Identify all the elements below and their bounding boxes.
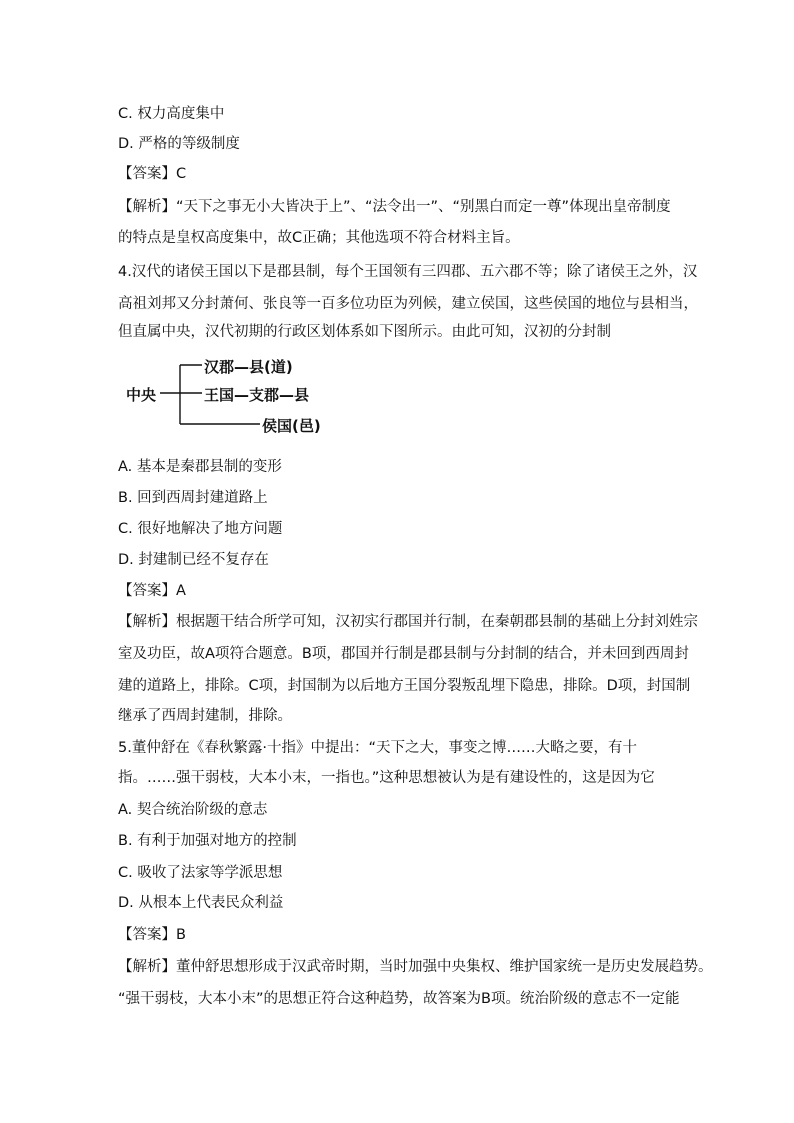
q4-stem-line-2: 高祖刘邦又分封萧何、张良等一百多位功臣为列候，建立侯国，这些侯国的地位与县相当， (118, 296, 698, 312)
q3-analysis-line-2: 的特点是皇权高度集中，故C正确；其他选项不符合材料主旨。 (118, 230, 520, 246)
q3-option-c: C. 权力高度集中 (118, 106, 225, 122)
q5-answer: 【答案】B (118, 927, 186, 943)
q5-analysis-line-2: “强干弱枝，大本小末”的思想正符合这种趋势，故答案为B项。统治阶级的意志不一定能 (118, 991, 680, 1007)
q3-analysis-line-1: 【解析】“天下之事无小大皆决于上”、“法令出一”、“别黑白而定一尊”体现出皇帝制度 (118, 199, 671, 215)
diagram-branch-kingdom: 王国—支郡—县 (204, 386, 310, 404)
q4-option-b: B. 回到西周封建道路上 (118, 490, 268, 506)
administrative-hierarchy-diagram (122, 352, 352, 434)
q4-analysis-line-3: 建的道路上，排除。C项，封国制为以后地方王国分裂叛乱埋下隐患，排除。D项，封国制 (118, 678, 691, 694)
diagram-root-central: 中央 (126, 386, 157, 404)
q4-stem-line-3: 但直属中央，汉代初期的行政区划体系如下图所示。由此可知，汉初的分封制 (118, 324, 611, 340)
q4-option-a: A. 基本是秦郡县制的变形 (118, 459, 282, 475)
q5-option-c: C. 吸收了法家等学派思想 (118, 865, 283, 881)
q5-stem-line-2: 指。……强干弱枝，大本小末，一指也。”这种思想被认为是有建设性的，这是因为它 (118, 770, 655, 786)
diagram-branch-marquisate: 侯国(邑) (262, 417, 321, 435)
q5-option-d: D. 从根本上代表民众利益 (118, 895, 284, 911)
q3-option-d: D. 严格的等级制度 (118, 136, 240, 152)
q4-analysis-line-4: 继承了西周封建制，排除。 (118, 708, 292, 724)
q4-option-d: D. 封建制已经不复存在 (118, 552, 269, 568)
diagram-branch-han-commandery: 汉郡—县(道) (204, 358, 293, 376)
q4-answer: 【答案】A (118, 583, 186, 599)
q5-analysis-line-1: 【解析】董仲舒思想形成于汉武帝时期，当时加强中央集权、维护国家统一是历史发展趋势。 (118, 959, 713, 975)
q5-option-a: A. 契合统治阶级的意志 (118, 802, 268, 818)
q4-option-c: C. 很好地解决了地方问题 (118, 521, 283, 537)
q5-option-b: B. 有利于加强对地方的控制 (118, 833, 297, 849)
q5-stem-line-1: 5.董仲舒在《春秋繁露·十指》中提出：“天下之大，事变之博……大略之要，有十 (118, 740, 637, 756)
q3-answer: 【答案】C (118, 166, 187, 182)
q4-stem-line-1: 4.汉代的诸侯王国以下是郡县制，每个王国领有三四郡、五六郡不等；除了诸侯王之外，汉 (118, 264, 698, 280)
q4-analysis-line-2: 室及功臣，故A项符合题意。B项，郡国并行制是郡县制与分封制的结合，并未回到西周封 (118, 646, 689, 662)
q4-analysis-line-1: 【解析】根据题干结合所学可知，汉初实行郡国并行制，在秦朝郡县制的基础上分封刘姓宗 (118, 614, 698, 630)
